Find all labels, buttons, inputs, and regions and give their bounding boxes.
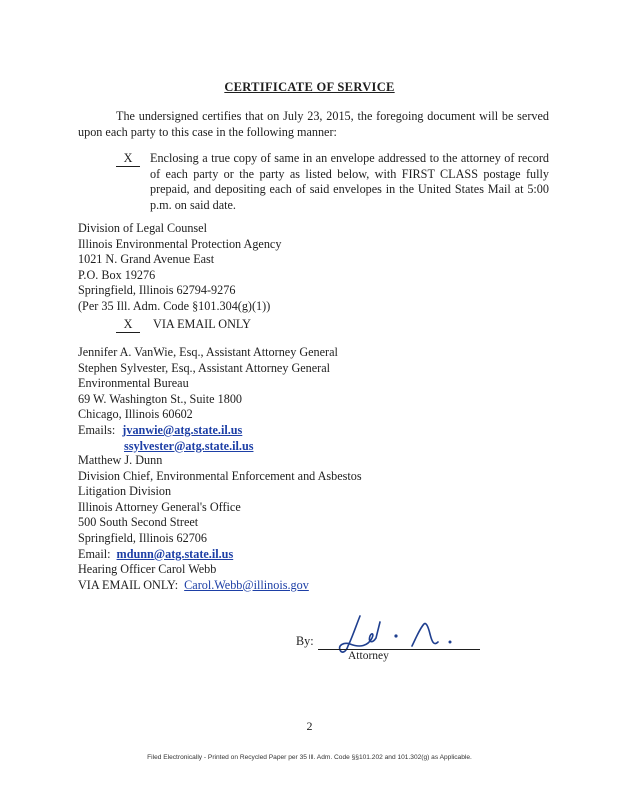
address-line: Litigation Division bbox=[78, 484, 172, 499]
address-line: 69 W. Washington St., Suite 1800 bbox=[78, 391, 243, 406]
address-line: Chicago, Illinois 60602 bbox=[78, 407, 193, 422]
address-line: P.O. Box 19276 bbox=[78, 267, 156, 282]
intro-paragraph: The undersigned certifies that on July 23, 2015, the foregoing document will be served upon each party to this case in the following manner: bbox=[78, 109, 549, 139]
emails-line-2 bbox=[78, 439, 338, 455]
emails-line bbox=[78, 423, 338, 439]
signature-line bbox=[318, 649, 480, 650]
footer-note: Filed Electronically - Printed on Recycled Paper per 35 Ill. Adm. Code §§101.202 and 101.302(g) as Applicable. bbox=[147, 754, 472, 761]
address-line: Division of Legal Counsel bbox=[78, 221, 207, 235]
address-line: Illinois Environmental Protection Agency bbox=[78, 236, 282, 251]
address-line: Division Chief, Environmental Enforcement and Asbestos bbox=[78, 468, 362, 483]
document-title: CERTIFICATE OF SERVICE bbox=[224, 80, 395, 94]
emails-label: Emails: bbox=[78, 422, 116, 437]
address-line: (Per 35 Ill. Adm. Code §101.304(g)(1)) bbox=[78, 298, 271, 313]
by-label: By: bbox=[296, 634, 314, 648]
address-line: Matthew J. Dunn bbox=[78, 453, 163, 467]
address-line: Springfield, Illinois 62794-9276 bbox=[78, 283, 236, 298]
address-line: Springfield, Illinois 62706 bbox=[78, 530, 207, 545]
service-method-1-text: Enclosing a true copy of same in an envelope addressed to the attorney of record of each party or the party as listed below, with FIRST CLASS postage fully prepaid, and depositing each of said envelopes in the United States Mail at 5:00 p.m. on said date. bbox=[150, 151, 549, 212]
email-link-sylvester[interactable]: ssylvester@atg.state.il.us bbox=[124, 438, 254, 453]
signature-title: Attorney bbox=[348, 650, 389, 662]
email-line bbox=[78, 547, 362, 563]
recipient-3-address bbox=[78, 453, 362, 562]
recipient-4-address bbox=[78, 562, 309, 593]
email-link-vanwie[interactable]: jvanwie@atg.state.il.us bbox=[122, 422, 243, 437]
email-label: VIA EMAIL ONLY: bbox=[78, 577, 179, 592]
checkmark-x: X bbox=[116, 317, 140, 333]
address-line: Jennifer A. VanWie, Esq., Assistant Attorney General bbox=[78, 345, 338, 359]
email-line bbox=[78, 578, 309, 594]
service-method-2-mark bbox=[116, 317, 251, 333]
checkmark-x: X bbox=[116, 151, 140, 167]
page-number: 2 bbox=[306, 719, 313, 733]
address-line: Hearing Officer Carol Webb bbox=[78, 562, 217, 576]
service-method-1-mark bbox=[116, 151, 140, 167]
email-label: Email: bbox=[78, 546, 111, 561]
recipient-1-address bbox=[78, 221, 281, 315]
address-line: Illinois Attorney General's Office bbox=[78, 499, 241, 514]
address-line: 500 South Second Street bbox=[78, 515, 199, 530]
recipient-2-address bbox=[78, 345, 338, 454]
service-method-2-text: VIA EMAIL ONLY bbox=[153, 317, 251, 331]
address-line: Environmental Bureau bbox=[78, 376, 189, 391]
address-line: 1021 N. Grand Avenue East bbox=[78, 252, 215, 267]
email-link-webb[interactable]: Carol.Webb@illinois.gov bbox=[184, 577, 309, 592]
email-link-dunn[interactable]: mdunn@atg.state.il.us bbox=[116, 546, 234, 561]
address-line: Stephen Sylvester, Esq., Assistant Attorney General bbox=[78, 360, 331, 375]
